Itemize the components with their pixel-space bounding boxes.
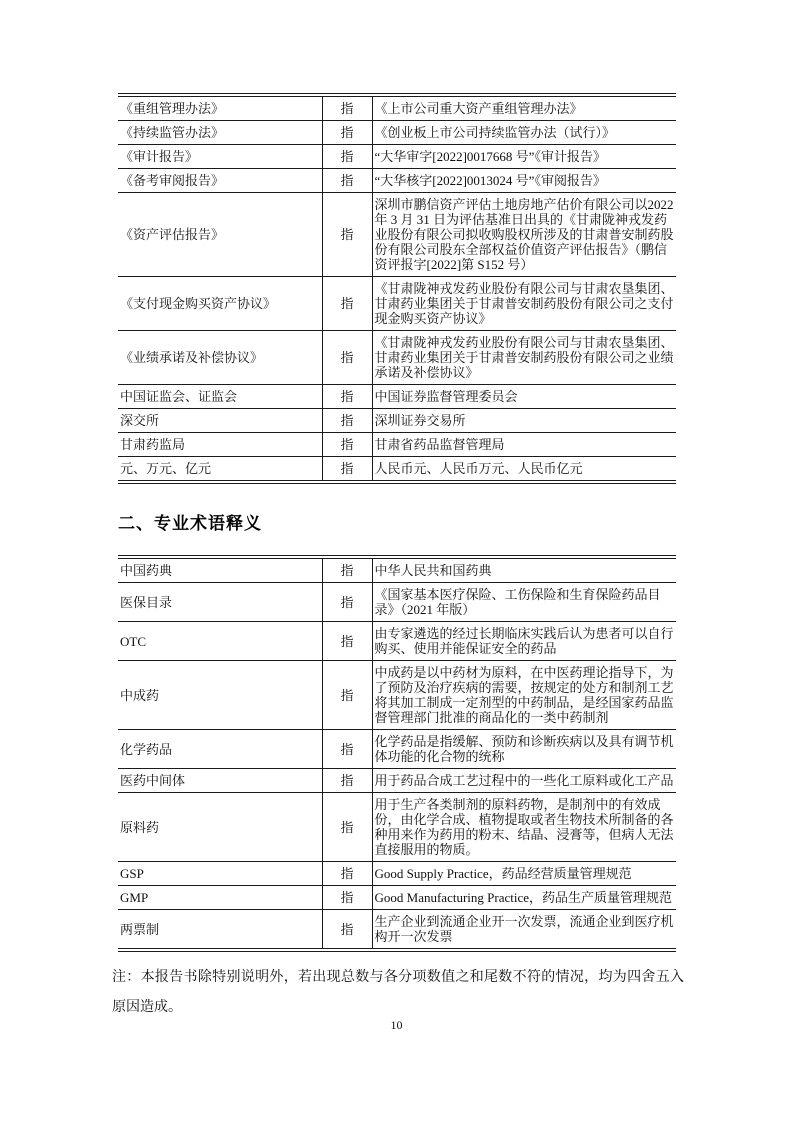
term-cell: OTC [118, 622, 322, 661]
definition-cell: 《国家基本医疗保险、工伤保险和生育保险药品目录》（2021 年版） [372, 583, 676, 622]
term-cell: 《备考审阅报告》 [118, 169, 322, 193]
definition-cell: Good Manufacturing Practice，药品生产质量管理规范 [372, 886, 676, 910]
page-content [112, 93, 684, 1023]
page-number: 10 [390, 1018, 403, 1032]
definition-cell: 人民币元、人民币万元、人民币亿元 [374, 461, 583, 476]
definition-cell: “大华核字[2022]0013024 号”《审阅报告》 [372, 169, 676, 193]
term-cell: 《支付现金购买资产协议》 [118, 277, 322, 331]
term-cell: 医药中间体 [118, 769, 322, 793]
table-row [118, 769, 676, 793]
table-row [118, 862, 676, 886]
table-row [118, 121, 676, 145]
definition-cell: Good Supply Practice，药品经营质量管理规范 [372, 862, 676, 886]
term-cell: 中国证监会、证监会 [118, 385, 322, 409]
table-row [118, 169, 676, 193]
definition-cell: “大华审字[2022]0017668 号”《审计报告》 [372, 145, 676, 169]
definition-cell: 用于药品合成工艺过程中的一些化工原料或化工产品 [372, 769, 676, 793]
pointer-cell: 指 [322, 730, 372, 769]
definition-cell: 由专家遴选的经过长期临床实践后认为患者可以自行购买、使用并能保证安全的药品 [372, 622, 676, 661]
terms-table [118, 555, 676, 952]
term-cell: 化学药品 [118, 730, 322, 769]
term-cell: 《重组管理办法》 [118, 95, 322, 121]
pointer-cell: 指 [322, 661, 372, 730]
table-row [118, 730, 676, 769]
term-cell: 《持续监管办法》 [118, 121, 322, 145]
term-cell: 医保目录 [118, 583, 322, 622]
footnote: 注：本报告书除特别说明外，若出现总数与各分项数值之和尾数不符的情况，均为四舍五入原因造成。 [112, 970, 684, 1016]
term-cell: 中成药 [118, 661, 322, 730]
definition-cell: 《甘肃陇神戎发药业股份有限公司与甘肃农垦集团、甘肃药业集团关于甘肃普安制药股份有限公司之业绩承诺及补偿协议》 [372, 331, 676, 385]
definition-cell: 生产企业到流通企业开一次发票，流通企业到医疗机构开一次发票 [374, 914, 674, 944]
pointer-cell: 指 [322, 277, 372, 331]
pointer-cell: 指 [322, 95, 372, 121]
table-row [118, 583, 676, 622]
definition-cell: 中成药是以中药材为原料，在中医药理论指导下，为了预防及治疗疾病的需要，按规定的处方和制剂工艺将其加工制成一定剂型的中药制品，是经国家药品监督管理部门批准的商品化的一类中药制剂 [372, 661, 676, 730]
pointer-cell: 指 [322, 385, 372, 409]
section-heading: 二、专业术语释义 [118, 514, 262, 533]
definition-cell: 《创业板上市公司持续监管办法（试行）》 [372, 121, 676, 145]
pointer-cell: 指 [322, 769, 372, 793]
definition-cell: 《上市公司重大资产重组管理办法》 [372, 95, 676, 121]
definition-cell: 深圳证券交易所 [372, 409, 676, 433]
definition-cell: 中国证券监督管理委员会 [372, 385, 676, 409]
table-row [118, 622, 676, 661]
term-cell: GMP [118, 886, 322, 910]
table-row [118, 557, 676, 583]
term-cell: 元、万元、亿元 [120, 461, 212, 476]
table-row [118, 793, 676, 862]
definition-cell: 化学药品是指缓解、预防和诊断疾病以及具有调节机体功能的化合物的统称 [372, 730, 676, 769]
pointer-cell: 指 [322, 583, 372, 622]
table-row [118, 145, 676, 169]
pointer-cell: 指 [322, 622, 372, 661]
definitions-table [118, 93, 676, 484]
definition-cell: 中华人民共和国药典 [372, 557, 676, 583]
term-cell: 原料药 [118, 793, 322, 862]
pointer-cell: 指 [322, 331, 372, 385]
pointer-cell: 指 [322, 409, 372, 433]
term-cell: 《审计报告》 [118, 145, 322, 169]
definition-cell: 《甘肃陇神戎发药业股份有限公司与甘肃农垦集团、甘肃药业集团关于甘肃普安制药股份有限公司之支付现金购买资产协议》 [372, 277, 676, 331]
pointer-cell: 指 [322, 862, 372, 886]
pointer-cell: 指 [322, 433, 372, 457]
pointer-cell: 指 [322, 557, 372, 583]
table-row [118, 193, 676, 277]
term-cell: 《资产评估报告》 [118, 193, 322, 277]
pointer-cell: 指 [322, 193, 372, 277]
pointer-cell: 指 [322, 169, 372, 193]
table-row [118, 409, 676, 433]
pointer-cell: 指 [322, 121, 372, 145]
term-cell: 深交所 [118, 409, 322, 433]
term-cell: 两票制 [120, 921, 160, 937]
term-cell: 甘肃药监局 [118, 433, 322, 457]
pointer-cell: 指 [322, 145, 372, 169]
table-row [118, 457, 676, 483]
table-row [118, 385, 676, 409]
pointer-cell: 指 [322, 793, 372, 862]
table-row [118, 277, 676, 331]
definition-cell: 深圳市鹏信资产评估土地房地产估价有限公司以2022 年 3 月 31 日为评估基准日出具的《甘肃陇神戎发药业股份有限公司拟收购股权所涉及的甘肃普安制药股份有限公司股东全部权益价值资产评估报告》（鹏信资评报字[2022]第 S152 号） [372, 193, 676, 277]
table-row [118, 433, 676, 457]
table-row [118, 661, 676, 730]
pointer-cell: 指 [322, 886, 372, 910]
table-row [118, 886, 676, 910]
table-row [118, 331, 676, 385]
term-cell: 《业绩承诺及补偿协议》 [118, 331, 322, 385]
definition-cell: 用于生产各类制剂的原料药物，是制剂中的有效成份，由化学合成、植物提取或者生物技术所制备的各种用来作为药用的粉末、结晶、浸膏等，但病人无法直接服用的物质。 [372, 793, 676, 862]
term-cell: GSP [118, 862, 322, 886]
pointer-cell: 指 [322, 910, 372, 951]
table-row [118, 910, 676, 951]
definition-cell: 甘肃省药品监督管理局 [372, 433, 676, 457]
pointer-cell: 指 [322, 457, 372, 483]
term-cell: 中国药典 [118, 557, 322, 583]
table-row [118, 95, 676, 121]
